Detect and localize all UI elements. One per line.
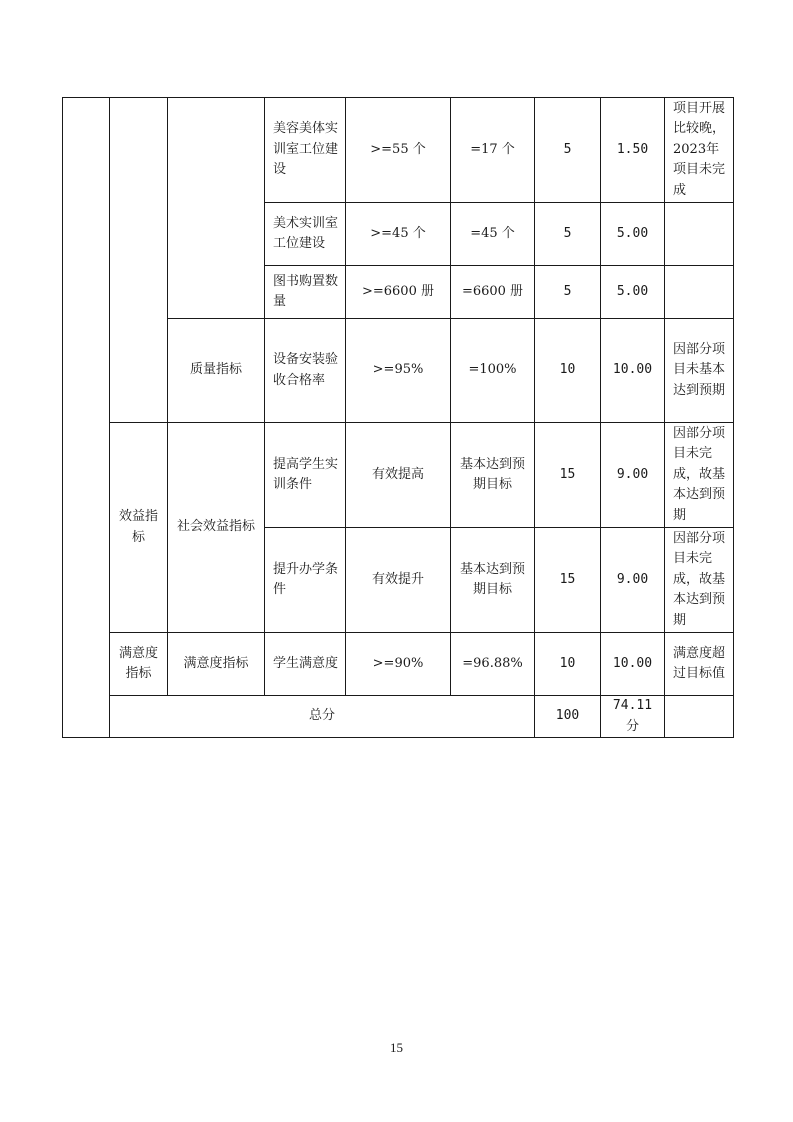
level3-indicator: 美术实训室工位建设 xyxy=(265,203,346,266)
weight-value: 5 xyxy=(535,98,601,203)
performance-table xyxy=(62,97,734,738)
actual-value: =100% xyxy=(451,319,535,423)
weight-value: 15 xyxy=(535,423,601,528)
weight-value: 5 xyxy=(535,266,601,319)
level2-indicator-cell xyxy=(168,98,265,319)
level2-indicator: 社会效益指标 xyxy=(168,423,265,633)
level3-indicator: 设备安装验收合格率 xyxy=(265,319,346,423)
target-value: >=45 个 xyxy=(346,203,451,266)
total-weight: 100 xyxy=(535,696,601,738)
actual-value: =96.88% xyxy=(451,633,535,696)
score-value: 9.00 xyxy=(601,423,665,528)
deviation-note xyxy=(665,203,734,266)
weight-value: 15 xyxy=(535,528,601,633)
deviation-note: 满意度超过目标值 xyxy=(665,633,734,696)
level3-indicator: 美容美体实训室工位建设 xyxy=(265,98,346,203)
deviation-note: 因部分项目未完成，故基本达到预期 xyxy=(665,423,734,528)
total-note xyxy=(665,696,734,738)
total-label: 总分 xyxy=(110,696,535,738)
level1-indicator-cell xyxy=(110,98,168,423)
target-value: 有效提高 xyxy=(346,423,451,528)
score-value: 5.00 xyxy=(601,203,665,266)
level3-indicator: 提升办学条件 xyxy=(265,528,346,633)
deviation-note xyxy=(665,266,734,319)
score-value: 1.50 xyxy=(601,98,665,203)
level2-indicator: 满意度指标 xyxy=(168,633,265,696)
weight-value: 5 xyxy=(535,203,601,266)
target-value: >=90% xyxy=(346,633,451,696)
table-row xyxy=(63,423,734,528)
level3-indicator: 提高学生实训条件 xyxy=(265,423,346,528)
actual-value: =6600 册 xyxy=(451,266,535,319)
level2-indicator: 质量指标 xyxy=(168,319,265,423)
target-value: >=95% xyxy=(346,319,451,423)
total-score: 74.11 分 xyxy=(601,696,665,738)
target-value: 有效提升 xyxy=(346,528,451,633)
deviation-note: 因部分项目未完成，故基本达到预期 xyxy=(665,528,734,633)
total-row xyxy=(63,696,734,738)
score-value: 9.00 xyxy=(601,528,665,633)
actual-value: =45 个 xyxy=(451,203,535,266)
weight-value: 10 xyxy=(535,319,601,423)
actual-value: =17 个 xyxy=(451,98,535,203)
deviation-note: 项目开展比较晚，2023年项目未完成 xyxy=(665,98,734,203)
level1-indicator: 效益指标 xyxy=(110,423,168,633)
level1-indicator: 满意度指标 xyxy=(110,633,168,696)
page-number: 15 xyxy=(390,1040,403,1055)
category-cell xyxy=(63,98,110,738)
score-value: 10.00 xyxy=(601,319,665,423)
level3-indicator: 学生满意度 xyxy=(265,633,346,696)
table-row xyxy=(63,633,734,696)
score-value: 10.00 xyxy=(601,633,665,696)
deviation-note: 因部分项目未基本达到预期 xyxy=(665,319,734,423)
actual-value: 基本达到预期目标 xyxy=(451,528,535,633)
actual-value: 基本达到预期目标 xyxy=(451,423,535,528)
weight-value: 10 xyxy=(535,633,601,696)
target-value: >=55 个 xyxy=(346,98,451,203)
level3-indicator: 图书购置数量 xyxy=(265,266,346,319)
score-value: 5.00 xyxy=(601,266,665,319)
target-value: >=6600 册 xyxy=(346,266,451,319)
table-row xyxy=(63,98,734,203)
